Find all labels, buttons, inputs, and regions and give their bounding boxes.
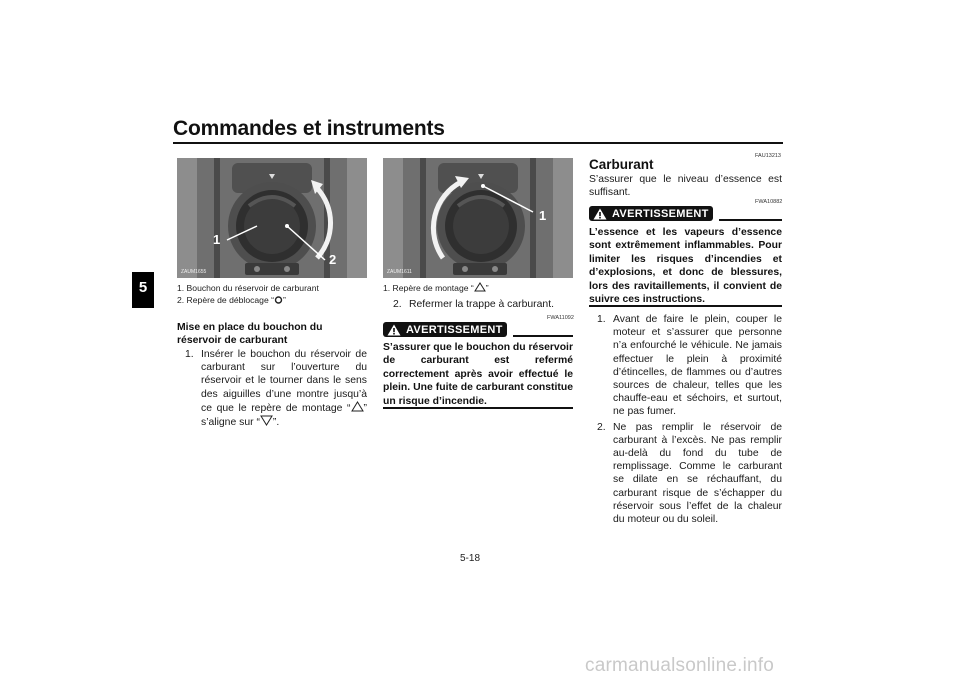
warning-header-line [719, 219, 782, 221]
warning-code: FWA11092 [547, 315, 574, 321]
figure-caption-mid [383, 282, 489, 294]
caption-line: 1. Bouchon du réservoir de carburant [177, 283, 319, 293]
section-heading-cap-install: Mise en place du bouchon du réservoir de carburant [177, 322, 323, 346]
warning-end-rule [383, 407, 573, 409]
section-title-fuel: Carburant [589, 157, 654, 172]
figure-code: ZAUM1611 [387, 269, 412, 275]
page-number: 5-18 [460, 553, 481, 564]
warning-badge: AVERTISSEMENT [383, 322, 507, 337]
callout-2: 2 [329, 252, 337, 267]
list-item: 1. Avant de faire le plein, couper le moteur et s’assurer que personne n’a enfourché le véhicule. Ne jamais effectuer le plein à proximité d’étincelles, de flammes ou d’autres sources de chaleur, telles que les chauffe-eau et séchoirs, et surtout, ne pas fumer. [597, 314, 782, 418]
fuel-intro: S’assurer que le niveau d’essence est suffisant. [589, 174, 782, 199]
page-title: Commandes et instruments [173, 117, 445, 140]
section-code: FAU13213 [755, 153, 781, 159]
list-item: 1. Insérer le bouchon du réservoir de carburant sur l’ouverture du réservoir et le tourner dans le sens des aiguilles d’une montre jusqu’à ce que le repère de montage “ ” s’aligne sur “ ”. [185, 349, 367, 429]
chapter-number: 5 [138, 279, 148, 296]
close-step [393, 298, 573, 313]
triangle-up-icon [351, 401, 364, 412]
fuel-cap-illustration-left [177, 158, 367, 278]
warning-text: S’assurer que le bouchon du réservoir de carburant est refermé correctement après avoir effectué le plein. Une fuite de carburant constitue un risque d’incendie. [383, 342, 573, 407]
header-rule [173, 142, 783, 144]
caption-line: 1. Repère de montage “ ” [383, 283, 489, 293]
fuel-cap-photo-left [177, 158, 367, 278]
callout-1: 1 [539, 208, 547, 223]
install-steps [185, 348, 367, 431]
warning-code: FWA10882 [755, 199, 783, 205]
unlock-mark-icon [274, 295, 283, 304]
warning-badge: AVERTISSEMENT [589, 206, 713, 221]
triangle-up-icon [474, 282, 486, 292]
triangle-down-icon [260, 415, 273, 426]
warning-end-rule [589, 305, 782, 307]
caption-line: 2. Repère de déblocage “ ” [177, 295, 286, 305]
figure-caption-left [177, 282, 319, 306]
figure-code: ZAUM1655 [181, 269, 207, 275]
list-item: 2. Ne pas remplir le réservoir de carburant à l’excès. Ne pas remplir au-delà du fond du tube de remplissage. Comme le carburant se dilate en se réchauffant, du carburant risque de s’échapper du réservoir sous l’effet de la chaleur du moteur ou du soleil. [597, 421, 782, 526]
list-item: 2. Refermer la trappe à carburant. [393, 299, 554, 310]
warning-text: L’essence et les vapeurs d’essence sont extrêmement inflammables. Pour limiter les risques d’incendies et d’explosions, et donc de blessures, lors des ravitaillements, il convient de suivre ces instructions. [589, 227, 782, 306]
site-watermark: carmanualsonline.info [585, 655, 775, 676]
warning-triangle-icon [387, 324, 401, 336]
callout-1: 1 [213, 232, 221, 247]
fuel-cap-photo-mid [383, 158, 573, 278]
warning-header-line [513, 335, 573, 337]
warning-triangle-icon [593, 208, 607, 220]
fuel-steps [597, 313, 782, 528]
